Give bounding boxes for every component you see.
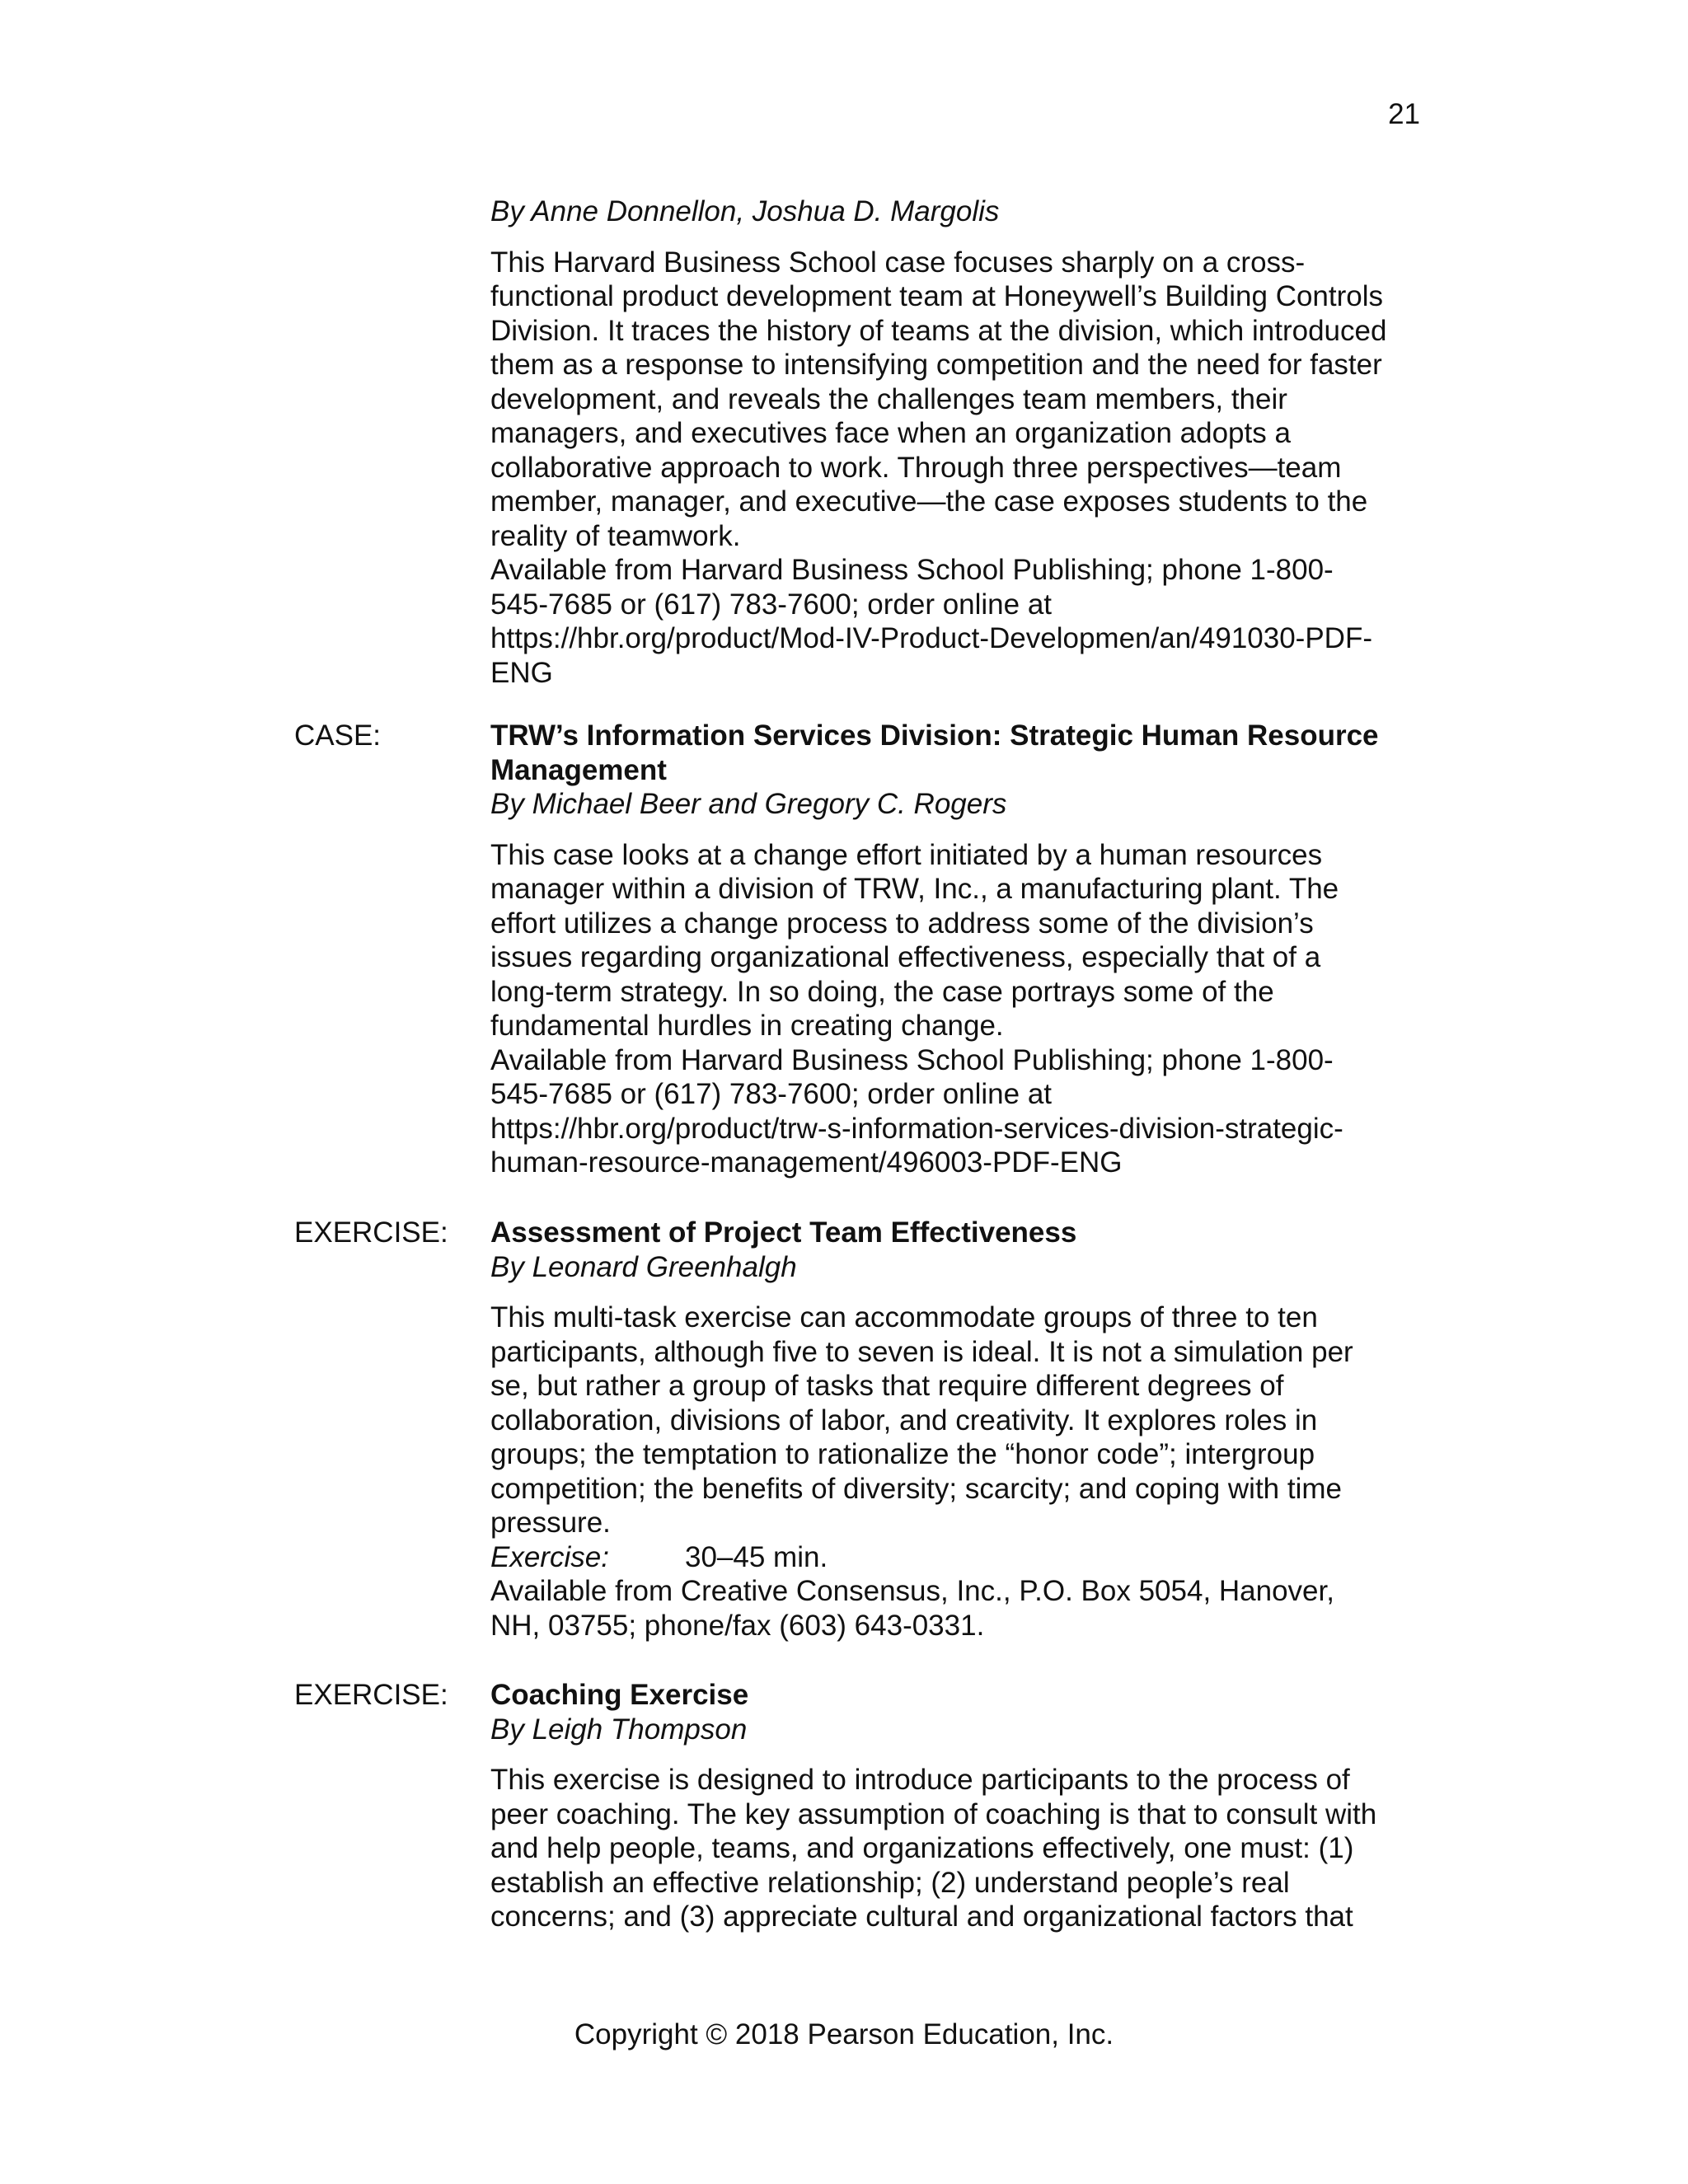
entry-duration-value: 30–45 min.	[685, 1540, 828, 1573]
intro-availability-line: 545-7685 or (617) 783-7600; order online at	[490, 588, 1053, 621]
entry-availability-url[interactable]: human-resource-management/496003-PDF-ENG	[490, 1146, 1123, 1179]
entry-author: By Leonard Greenhalgh	[490, 1250, 797, 1283]
intro-description-line: This Harvard Business School case focuses sharply on a cross-	[490, 246, 1306, 279]
intro-description	[490, 246, 1432, 554]
entry-description	[490, 1763, 1432, 1934]
entry-availability-line: Available from Harvard Business School Publishing; phone 1-800-	[490, 1043, 1334, 1076]
entry-author: By Michael Beer and Gregory C. Rogers	[490, 788, 1007, 820]
entry-description-line: issues regarding organizational effectiveness, especially that of a	[490, 941, 1321, 973]
entry-availability	[490, 1043, 1432, 1180]
intro-description-line: member, manager, and executive—the case exposes students to the	[490, 485, 1368, 518]
entry-title	[490, 1216, 1432, 1250]
entry-availability-url[interactable]: https://hbr.org/product/trw-s-information-services-division-strategic-	[490, 1112, 1343, 1145]
entry-description-line: This exercise is designed to introduce participants to the process of	[490, 1764, 1350, 1796]
intro-availability	[490, 553, 1432, 690]
entry-title	[490, 719, 1432, 787]
entry-description-line: and help people, teams, and organizations effectively, one must: (1)	[490, 1832, 1354, 1864]
intro-availability-url[interactable]: ENG	[490, 656, 553, 689]
intro-description-line: managers, and executives face when an organization adopts a	[490, 417, 1291, 449]
intro-description-line: reality of teamwork.	[490, 519, 741, 552]
page-number: 21	[1388, 98, 1420, 130]
entry-title-line: TRW’s Information Services Division: Strategic Human Resource	[490, 719, 1379, 752]
entry-title-line: Assessment of Project Team Effectiveness	[490, 1216, 1077, 1249]
intro-author: By Anne Donnellon, Joshua D. Margolis	[490, 195, 1000, 227]
entry-description-line: establish an effective relationship; (2) understand people’s real	[490, 1866, 1290, 1899]
entry-availability-line: NH, 03755; phone/fax (603) 643-0331.	[490, 1609, 985, 1642]
entry-label: EXERCISE:	[294, 1679, 448, 1711]
intro-description-line: them as a response to intensifying competition and the need for faster	[490, 349, 1382, 381]
entry-label: CASE:	[294, 719, 382, 752]
entry-description-line: manager within a division of TRW, Inc., a manufacturing plant. The	[490, 873, 1339, 905]
intro-entry-body	[490, 194, 1432, 690]
entry-description-line: effort utilizes a change process to address some of the division’s	[490, 907, 1314, 940]
entry-description-line: This case looks at a change effort initiated by a human resources	[490, 838, 1323, 871]
intro-description-line: collaborative approach to work. Through three perspectives—team	[490, 451, 1342, 484]
entry-title-line: Management	[490, 753, 667, 786]
entry-description	[490, 838, 1432, 1043]
intro-availability-line: Available from Harvard Business School Publishing; phone 1-800-	[490, 554, 1334, 586]
entry-description-line: long-term strategy. In so doing, the case portrays some of the	[490, 975, 1274, 1008]
entry-description-line: se, but rather a group of tasks that require different degrees of	[490, 1370, 1284, 1402]
entry-description-line: groups; the temptation to rationalize the “honor code”; intergroup	[490, 1438, 1315, 1470]
intro-description-line: Division. It traces the history of teams at the division, which introduced	[490, 314, 1387, 347]
entry-duration	[490, 1540, 1432, 1575]
entry-title-line: Coaching Exercise	[490, 1679, 749, 1711]
copyright-footer: Copyright © 2018 Pearson Education, Inc.	[574, 2018, 1114, 2050]
entry-description	[490, 1301, 1432, 1540]
entry-description-line: participants, although five to seven is ideal. It is not a simulation per	[490, 1335, 1353, 1368]
entry-description-line: fundamental hurdles in creating change.	[490, 1010, 1004, 1042]
exercise-entry-assessment-body	[490, 1216, 1432, 1643]
entry-availability-line: Available from Creative Consensus, Inc., P.O. Box 5054, Hanover,	[490, 1575, 1334, 1607]
entry-duration-label: Exercise:	[490, 1540, 609, 1573]
intro-description-line: development, and reveals the challenges team members, their	[490, 382, 1287, 415]
entry-availability-line: 545-7685 or (617) 783-7600; order online at	[490, 1078, 1053, 1110]
intro-description-line: functional product development team at Honeywell’s Building Controls	[490, 280, 1384, 312]
entry-title	[490, 1678, 1432, 1713]
entry-author: By Leigh Thompson	[490, 1713, 748, 1746]
entry-description-line: concerns; and (3) appreciate cultural and organizational factors that	[490, 1900, 1353, 1933]
case-entry-trw-body	[490, 719, 1432, 1180]
entry-description-line: competition; the benefits of diversity; scarcity; and coping with time	[490, 1472, 1342, 1505]
entry-description-line: This multi-task exercise can accommodate groups of three to ten	[490, 1301, 1318, 1333]
entry-label: EXERCISE:	[294, 1216, 448, 1249]
entry-availability	[490, 1574, 1432, 1643]
entry-description-line: pressure.	[490, 1507, 611, 1539]
intro-availability-url[interactable]: https://hbr.org/product/Mod-IV-Product-Developmen/an/491030-PDF-	[490, 622, 1372, 654]
entry-description-line: collaboration, divisions of labor, and creativity. It explores roles in	[490, 1404, 1318, 1436]
entry-description-line: peer coaching. The key assumption of coaching is that to consult with	[490, 1797, 1377, 1830]
exercise-entry-coaching-body	[490, 1678, 1432, 1934]
